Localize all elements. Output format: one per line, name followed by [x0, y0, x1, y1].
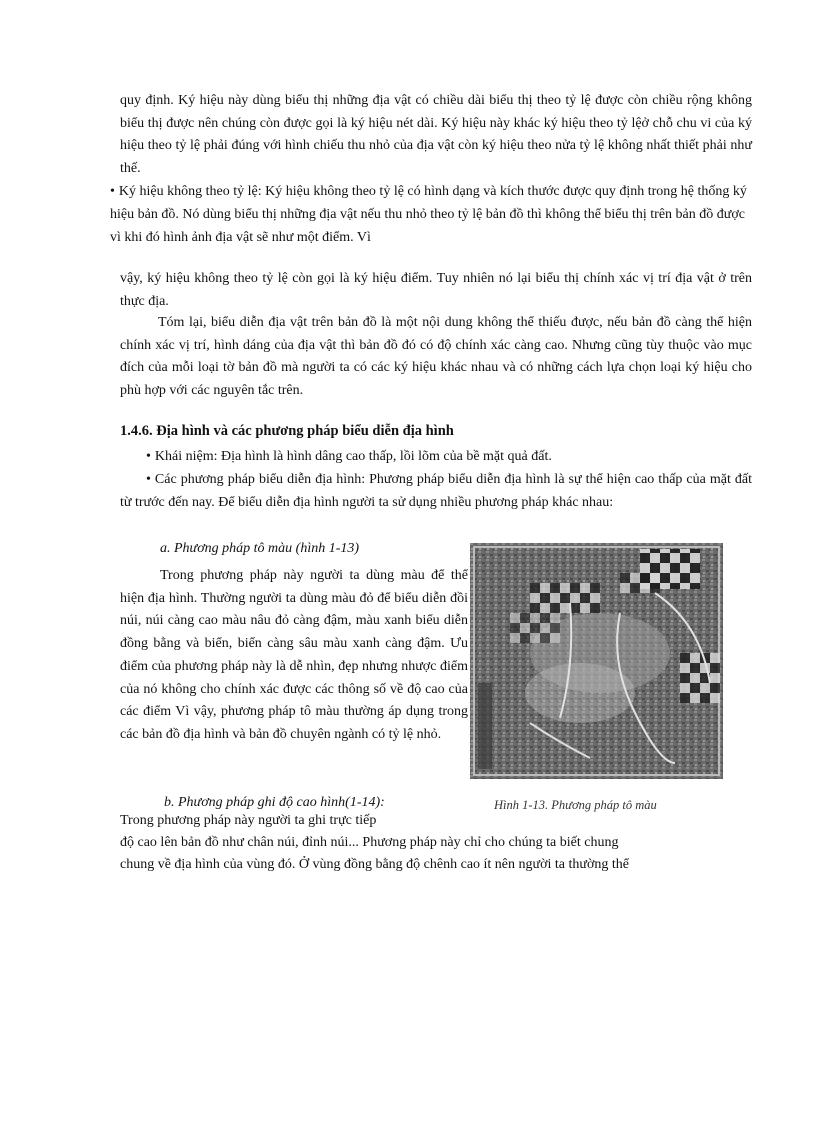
bullet-concept-text: Khái niệm: Địa hình là hình dâng cao thấp, lồi lõm của bề mặt quả đất.	[154, 449, 552, 464]
relief-map-illustration	[470, 543, 723, 779]
bullet-concept	[120, 446, 752, 469]
bullet-methods-text: Các phương pháp biểu diễn địa hình: Phương pháp biểu diễn địa hình là sự thể hiện cao thấp của mặt đất từ trước đến nay. Để biểu diễn địa hình người ta sử dụng nhiều phương pháp khác nhau:	[120, 472, 752, 510]
bullet-marker: •	[146, 449, 151, 464]
bullet-non-scale-text: Ký hiệu không theo tỷ lệ: Ký hiệu không theo tỷ lệ có hình dạng và kích thước được quy định trong hệ thống ký hiệu bản đồ. Nó dùng biểu thị những địa vật nếu thu nhỏ theo tỷ lệ bản đồ thì không thể biểu thị trên bản đồ được vì khi đó hình ảnh địa vật sẽ như một điểm. Vì	[110, 184, 747, 245]
bullet-methods	[120, 469, 752, 514]
subheading-elevation-method: b. Phương pháp ghi độ cao hình(1-14):	[164, 795, 385, 810]
paragraph-summary: Tóm lại, biểu diễn địa vật trên bản đồ là một nội dung không thể thiếu được, nếu bản đồ càng thể hiện chính xác vị trí, hình dáng của địa vật thì bản đồ đó có độ chính xác càng cao. Nhưng cũng tùy thuộc vào mục đích của mỗi loại tờ bản đồ mà người ta có các ký hiệu khác nhau và có những cách lựa chọn loại ký hiệu cho phù hợp với các nguyên tắc trên.	[120, 315, 752, 398]
paragraph-point-symbol: vậy, ký hiệu không theo tỷ lệ còn gọi là ký hiệu điểm. Tuy nhiên nó lại biểu thị chính xác vị trí địa vật ở trên thực địa.	[120, 271, 752, 309]
elevation-method-line-3: chung về địa hình của vùng đó. Ở vùng đồng bằng độ chênh cao ít nên người ta thường thể	[120, 857, 629, 872]
elevation-method-line-2: độ cao lên bản đồ như chân núi, đỉnh núi... Phương pháp này chỉ cho chúng ta biết chung	[120, 835, 619, 850]
figure-coloring-map	[470, 543, 723, 779]
bullet-marker: •	[110, 184, 115, 199]
elevation-method-line-1: Trong phương pháp này người ta ghi trực tiếp	[120, 813, 377, 828]
paragraph-half-scale-symbols: quy định. Ký hiệu này dùng biểu thị những địa vật có chiều dài biểu thị theo tỷ lệ được còn chiều rộng không biểu thị được nên chúng còn được gọi là ký hiệu nét dài. Ký hiệu này khác ký hiệu theo tỷ lệở chỗ chu vi của ký hiệu theo tỷ lệ phải đúng với hình chiếu thu nhỏ của địa vật còn ký hiệu theo nửa tỷ lệ không nhất thiết phải như thế.	[120, 93, 752, 176]
section-heading: 1.4.6. Địa hình và các phương pháp biểu diễn địa hình	[120, 423, 454, 439]
subheading-coloring-method: a. Phương pháp tô màu (hình 1-13)	[160, 541, 360, 556]
bullet-non-scale-symbol	[110, 180, 752, 249]
figure-caption: Hình 1-13. Phương pháp tô màu	[494, 797, 657, 812]
paragraph-coloring-method: Trong phương pháp này người ta dùng màu để thể hiện địa hình. Thường người ta dùng màu đỏ để biểu diễn đồi núi, núi càng cao màu nâu đỏ càng đậm, màu xanh biểu diễn đồng bằng và biển, biển càng sâu màu xanh càng đậm. Ưu điểm của phương pháp này là dễ nhìn, đẹp nhưng nhược điểm của nó không cho chính xác được các thông số về độ cao của các điểm Vì vậy, phương pháp tô màu thường áp dụng trong các bản đồ địa hình và bản đồ chuyên ngành có tỷ lệ nhỏ.	[120, 568, 468, 742]
bullet-marker: •	[146, 472, 151, 487]
